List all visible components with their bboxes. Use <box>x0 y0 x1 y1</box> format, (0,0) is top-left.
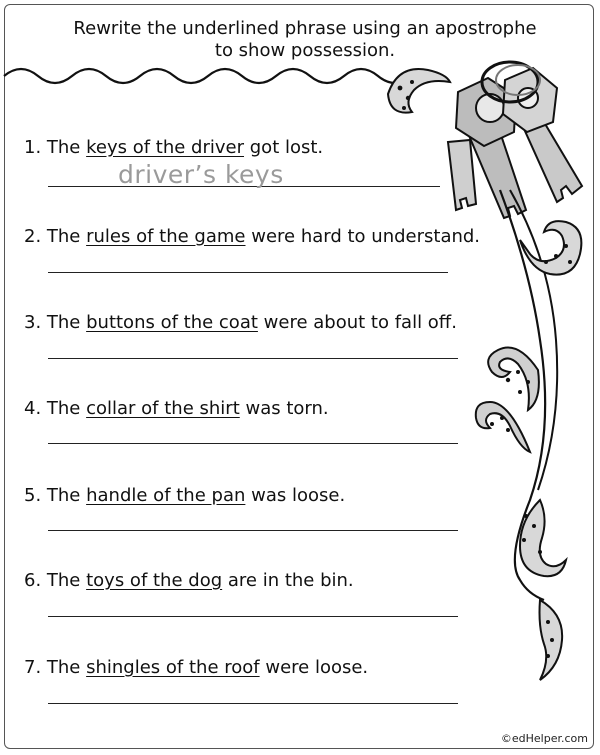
answer-line-7[interactable] <box>48 703 458 705</box>
question-3 <box>24 312 457 333</box>
question-7-rest: were loose. <box>265 657 369 678</box>
question-7 <box>24 657 368 678</box>
answer-line-3[interactable] <box>48 358 458 360</box>
question-5-number: 5. The <box>24 485 81 506</box>
question-7-number: 7. The <box>24 657 81 678</box>
question-6 <box>24 570 354 591</box>
question-1-number: 1. The <box>24 137 81 158</box>
question-3-number: 3. The <box>24 312 81 333</box>
question-1 <box>24 137 323 158</box>
instructions-line-2: to show possession. <box>214 40 396 61</box>
question-2-rest: were hard to understand. <box>251 226 481 247</box>
credit-text: ©edHelper.com <box>500 732 588 745</box>
question-2-phrase: rules of the game <box>86 226 246 247</box>
answer-line-6[interactable] <box>48 616 458 618</box>
question-2-number: 2. The <box>24 226 81 247</box>
question-3-phrase: buttons of the coat <box>86 312 258 333</box>
question-2 <box>24 226 480 247</box>
question-4-number: 4. The <box>24 398 81 419</box>
question-4-rest: was torn. <box>245 398 329 419</box>
question-4 <box>24 398 329 419</box>
question-1-phrase: keys of the driver <box>86 137 245 158</box>
instructions-line-1: Rewrite the underlined phrase using an apostrophe <box>73 18 537 39</box>
answer-line-5[interactable] <box>48 530 458 532</box>
question-4-phrase: collar of the shirt <box>86 398 240 419</box>
question-1-rest: got lost. <box>249 137 324 158</box>
example-answer: driver’s keys <box>118 160 284 189</box>
question-6-phrase: toys of the dog <box>86 570 223 591</box>
question-6-number: 6. The <box>24 570 81 591</box>
question-7-phrase: shingles of the roof <box>86 657 260 678</box>
question-6-rest: are in the bin. <box>227 570 354 591</box>
question-3-rest: were about to fall off. <box>263 312 457 333</box>
answer-line-4[interactable] <box>48 443 458 445</box>
answer-line-2[interactable] <box>48 272 448 274</box>
question-5-rest: was loose. <box>251 485 346 506</box>
question-5-phrase: handle of the pan <box>86 485 246 506</box>
question-5 <box>24 485 345 506</box>
